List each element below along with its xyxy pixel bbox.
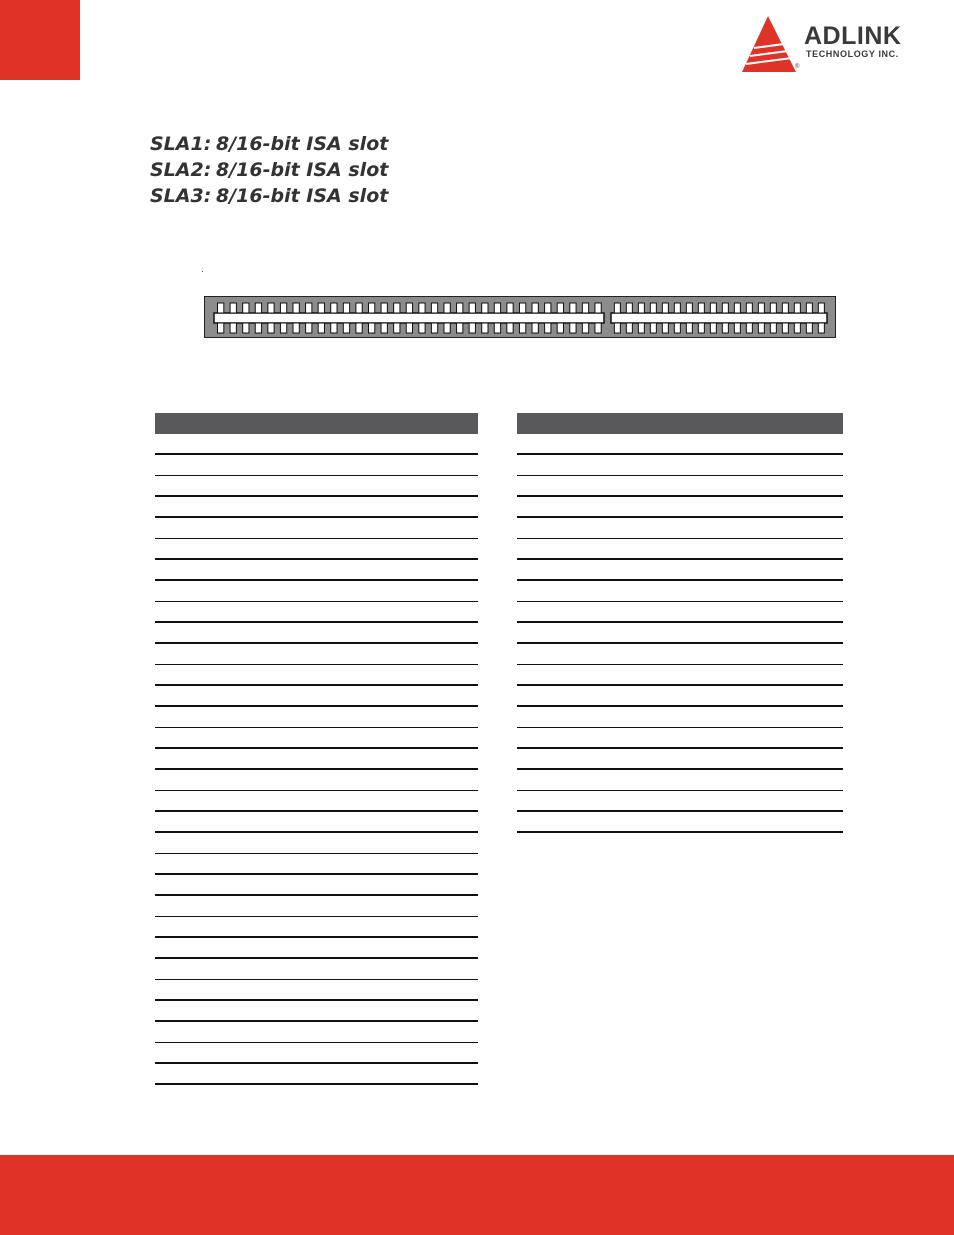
- connector-pin-bottom: [331, 323, 337, 333]
- connector-pin-bottom: [532, 323, 538, 333]
- connector-pin-top: [818, 303, 824, 313]
- table-row: [517, 749, 843, 770]
- connector-pin-bottom: [734, 323, 740, 333]
- table-row: [155, 896, 478, 917]
- connector-pin-top: [218, 303, 224, 313]
- table-row: [155, 602, 478, 623]
- table-row: [517, 665, 843, 686]
- connector-pin-bottom: [519, 323, 525, 333]
- slot-line: [150, 183, 388, 209]
- connector-pin-bottom: [806, 323, 812, 333]
- connector-pin-top: [293, 303, 299, 313]
- connector-pin-top: [794, 303, 800, 313]
- connector-pin-top: [806, 303, 812, 313]
- table-row: [155, 791, 478, 812]
- connector-pin-bottom: [770, 323, 776, 333]
- connector-pin-bottom: [758, 323, 764, 333]
- table-row: [155, 1022, 478, 1043]
- table-row: [155, 1001, 478, 1022]
- table-row: [517, 455, 843, 476]
- connector-pin-bottom: [381, 323, 387, 333]
- isa-slot-connector-diagram: [204, 296, 836, 338]
- connector-pin-bottom: [419, 323, 425, 333]
- connector-svg: [205, 297, 835, 337]
- connector-pin-top: [457, 303, 463, 313]
- connector-pin-bottom: [570, 323, 576, 333]
- connector-pin-top: [482, 303, 488, 313]
- connector-pin-bottom: [507, 323, 513, 333]
- connector-pin-bottom: [722, 323, 728, 333]
- connector-pin-bottom: [457, 323, 463, 333]
- slot-line: [150, 131, 388, 157]
- connector-pin-bottom: [494, 323, 500, 333]
- connector-pin-bottom: [268, 323, 274, 333]
- table-row: [517, 770, 843, 791]
- connector-pin-top: [507, 303, 513, 313]
- connector-pin-top: [381, 303, 387, 313]
- table-row: [517, 539, 843, 560]
- table-row: [155, 938, 478, 959]
- connector-pin-top: [431, 303, 437, 313]
- table-row: [155, 1043, 478, 1064]
- connector-pin-bottom: [582, 323, 588, 333]
- connector-pin-bottom: [545, 323, 551, 333]
- connector-pin-bottom: [674, 323, 680, 333]
- footer-bar: [0, 1155, 954, 1235]
- connector-pin-top: [519, 303, 525, 313]
- table-row: [517, 497, 843, 518]
- connector-slot-bar: [214, 313, 604, 323]
- table-row: [155, 623, 478, 644]
- table-row: [155, 854, 478, 875]
- connector-pin-bottom: [243, 323, 249, 333]
- slot-label: SLA2:: [150, 159, 212, 181]
- connector-pin-bottom: [318, 323, 324, 333]
- logo-word: ADLINK: [804, 22, 902, 50]
- slot-description: 8/16-bit ISA slot: [216, 133, 389, 155]
- connector-pin-top: [255, 303, 261, 313]
- table-row: [155, 770, 478, 791]
- table-row: [155, 812, 478, 833]
- connector-pin-top: [557, 303, 563, 313]
- table-row: [517, 560, 843, 581]
- small-dot: [202, 271, 203, 272]
- table-row: [517, 434, 843, 455]
- table-row: [517, 707, 843, 728]
- connector-pin-bottom: [782, 323, 788, 333]
- connector-pin-bottom: [626, 323, 632, 333]
- table-row: [517, 728, 843, 749]
- connector-pin-bottom: [356, 323, 362, 333]
- connector-pin-bottom: [595, 323, 601, 333]
- slot-description: 8/16-bit ISA slot: [216, 159, 389, 181]
- table-row: [155, 497, 478, 518]
- connector-slot-bar: [611, 313, 827, 323]
- connector-pin-bottom: [255, 323, 261, 333]
- table-row: [517, 686, 843, 707]
- slot-list: [150, 131, 388, 209]
- connector-pin-bottom: [710, 323, 716, 333]
- connector-pin-top: [406, 303, 412, 313]
- connector-pin-bottom: [650, 323, 656, 333]
- connector-pin-bottom: [368, 323, 374, 333]
- connector-pin-top: [356, 303, 362, 313]
- connector-pin-bottom: [482, 323, 488, 333]
- connector-pin-bottom: [444, 323, 450, 333]
- connector-pin-bottom: [394, 323, 400, 333]
- logo-registered-mark: ®: [795, 64, 800, 70]
- connector-pin-top: [243, 303, 249, 313]
- table-row: [155, 749, 478, 770]
- connector-pin-top: [570, 303, 576, 313]
- slot-description: 8/16-bit ISA slot: [216, 185, 389, 207]
- table-row: [517, 644, 843, 665]
- connector-pin-top: [582, 303, 588, 313]
- table-row: [155, 476, 478, 497]
- connector-pin-bottom: [557, 323, 563, 333]
- connector-pin-top: [368, 303, 374, 313]
- table-header: [517, 413, 843, 434]
- table-row: [155, 644, 478, 665]
- slot-line: [150, 157, 388, 183]
- table-row: [155, 581, 478, 602]
- table-row: [155, 1064, 478, 1085]
- connector-pin-top: [331, 303, 337, 313]
- connector-pin-top: [614, 303, 620, 313]
- connector-pin-top: [394, 303, 400, 313]
- connector-pin-top: [306, 303, 312, 313]
- table-row: [155, 518, 478, 539]
- table-row: [155, 560, 478, 581]
- table-row: [155, 917, 478, 938]
- connector-pin-top: [650, 303, 656, 313]
- connector-pin-bottom: [230, 323, 236, 333]
- table-row: [517, 602, 843, 623]
- connector-pin-top: [318, 303, 324, 313]
- table-row: [155, 539, 478, 560]
- connector-pin-bottom: [614, 323, 620, 333]
- adlink-logo: [740, 14, 930, 76]
- connector-pin-top: [710, 303, 716, 313]
- table-row: [155, 959, 478, 980]
- connector-pin-top: [343, 303, 349, 313]
- table-row: [155, 707, 478, 728]
- connector-pin-bottom: [306, 323, 312, 333]
- table-row: [517, 476, 843, 497]
- table-row: [517, 581, 843, 602]
- connector-pin-bottom: [406, 323, 412, 333]
- table-row: [155, 980, 478, 1001]
- table-header: [155, 413, 478, 434]
- slot-label: SLA1:: [150, 133, 212, 155]
- connector-pin-top: [662, 303, 668, 313]
- table-row: [517, 812, 843, 833]
- connector-pin-bottom: [818, 323, 824, 333]
- connector-pin-top: [545, 303, 551, 313]
- connector-pin-top: [469, 303, 475, 313]
- connector-pin-top: [532, 303, 538, 313]
- connector-pin-bottom: [662, 323, 668, 333]
- connector-pin-top: [595, 303, 601, 313]
- connector-pin-top: [758, 303, 764, 313]
- connector-pin-top: [674, 303, 680, 313]
- corner-tab: [0, 0, 80, 80]
- table-row: [517, 518, 843, 539]
- connector-pin-top: [444, 303, 450, 313]
- connector-pin-bottom: [469, 323, 475, 333]
- connector-pin-top: [686, 303, 692, 313]
- table-row: [517, 791, 843, 812]
- connector-pin-top: [230, 303, 236, 313]
- connector-pin-bottom: [218, 323, 224, 333]
- connector-pin-top: [419, 303, 425, 313]
- connector-pin-top: [268, 303, 274, 313]
- connector-pin-top: [698, 303, 704, 313]
- slot-label: SLA3:: [150, 185, 212, 207]
- pin-table-right: [517, 413, 843, 833]
- connector-pin-bottom: [280, 323, 286, 333]
- connector-pin-bottom: [343, 323, 349, 333]
- connector-pin-top: [734, 303, 740, 313]
- connector-pin-bottom: [293, 323, 299, 333]
- connector-pin-top: [782, 303, 788, 313]
- triangle-logo-icon: [740, 14, 800, 76]
- connector-pin-top: [280, 303, 286, 313]
- connector-pin-bottom: [794, 323, 800, 333]
- connector-pin-top: [770, 303, 776, 313]
- table-row: [155, 665, 478, 686]
- connector-pin-bottom: [746, 323, 752, 333]
- table-row: [155, 833, 478, 854]
- connector-pin-top: [626, 303, 632, 313]
- table-row: [517, 623, 843, 644]
- table-row: [155, 728, 478, 749]
- connector-pin-bottom: [686, 323, 692, 333]
- connector-pin-bottom: [638, 323, 644, 333]
- table-row: [155, 686, 478, 707]
- connector-pin-top: [494, 303, 500, 313]
- connector-pin-bottom: [698, 323, 704, 333]
- connector-pin-bottom: [431, 323, 437, 333]
- connector-pin-top: [746, 303, 752, 313]
- pin-table-left: [155, 413, 478, 1085]
- table-row: [155, 875, 478, 896]
- table-row: [155, 434, 478, 455]
- connector-pin-top: [722, 303, 728, 313]
- table-row: [155, 455, 478, 476]
- logo-subtitle: TECHNOLOGY INC.: [806, 49, 899, 59]
- connector-pin-top: [638, 303, 644, 313]
